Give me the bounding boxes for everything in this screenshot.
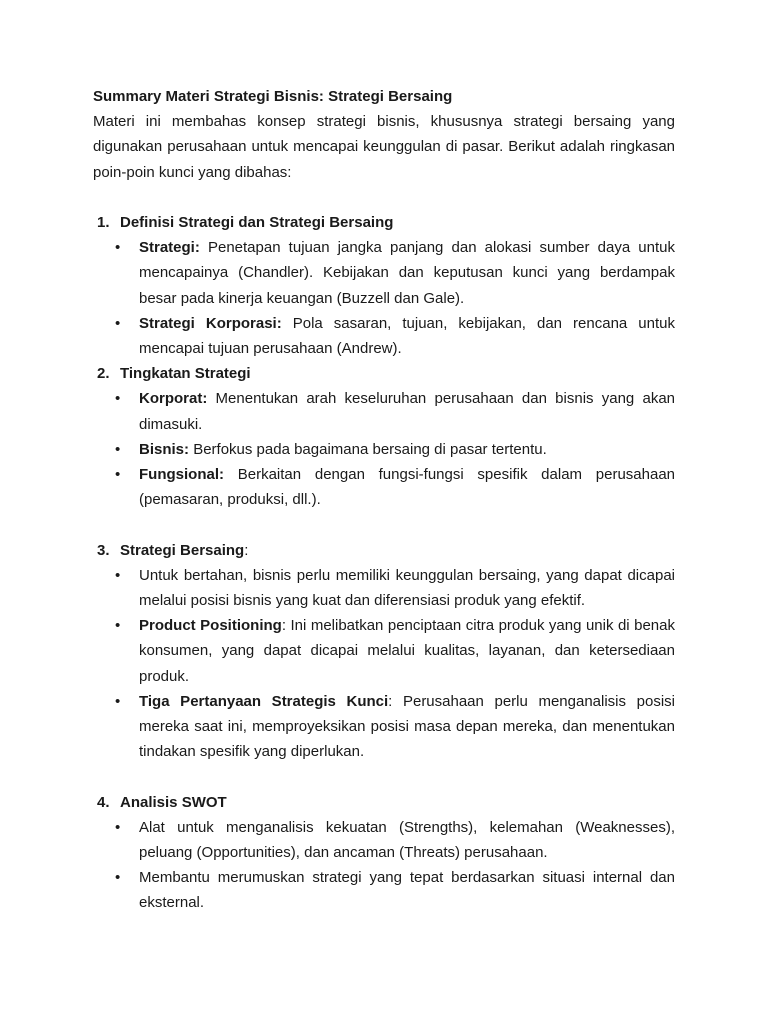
bullet-term: Tiga Pertanyaan Strategis Kunci bbox=[139, 692, 389, 710]
list-item bbox=[93, 563, 675, 613]
bullet-text: Pola sasaran, tujuan, kebijakan, dan rencana untuk mencapai tujuan perusahaan (Andrew). bbox=[139, 314, 675, 358]
bullet-text: Alat untuk menganalisis kekuatan (Strengths), kelemahan (Weaknesses), peluang (Opportunities), dan ancaman (Threats) perusahaan. bbox=[139, 818, 675, 862]
bullet-icon: • bbox=[115, 692, 121, 710]
bullet-list bbox=[93, 563, 675, 765]
bullet-list bbox=[93, 386, 675, 512]
section-2 bbox=[93, 361, 675, 512]
spacer bbox=[93, 185, 675, 210]
bullet-icon: • bbox=[115, 566, 121, 584]
section-4 bbox=[93, 790, 675, 916]
section-heading bbox=[93, 790, 675, 815]
bullet-text: Berfokus pada bagaimana bersaing di pasar tertentu. bbox=[193, 440, 547, 458]
section-3 bbox=[93, 538, 675, 765]
list-item bbox=[93, 613, 675, 689]
list-item bbox=[93, 311, 675, 361]
bullet-text: Membantu merumuskan strategi yang tepat berdasarkan situasi internal dan eksternal. bbox=[139, 869, 675, 912]
document-title: Summary Materi Strategi Bisnis: Strategi Bersaing bbox=[93, 88, 453, 105]
bullet-icon: • bbox=[115, 617, 121, 635]
bullet-term: Product Positioning bbox=[139, 617, 282, 635]
section-1 bbox=[93, 210, 675, 361]
bullet-term: Strategi Korporasi: bbox=[139, 314, 282, 332]
section-number: 3. bbox=[97, 541, 110, 559]
bullet-separator bbox=[207, 390, 215, 407]
list-item bbox=[93, 865, 675, 915]
section-title: Analisis SWOT bbox=[120, 793, 227, 811]
bullet-icon: • bbox=[115, 440, 121, 458]
section-title: Strategi Bersaing bbox=[120, 541, 245, 559]
bullet-icon: • bbox=[115, 869, 121, 887]
bullet-list bbox=[93, 815, 675, 916]
bullet-icon: • bbox=[115, 390, 121, 408]
bullet-term: Strategi: bbox=[139, 239, 200, 257]
bullet-icon: • bbox=[115, 239, 121, 257]
section-title: Tingkatan Strategi bbox=[120, 365, 251, 383]
list-item bbox=[93, 437, 675, 462]
bullet-text: Menentukan arah keseluruhan perusahaan dan bisnis yang akan dimasuki. bbox=[139, 390, 676, 433]
bullet-term: Korporat: bbox=[139, 390, 208, 408]
bullet-text: Perusahaan perlu menganalisis posisi mereka saat ini, memproyeksikan posisi masa depan mereka, dan menentukan tindakan spesifik yang diperlukan. bbox=[139, 692, 675, 761]
bullet-separator bbox=[200, 239, 208, 256]
bullet-icon: • bbox=[115, 314, 121, 332]
bullet-text: Berkaitan dengan fungsi-fungsi spesifik dalam perusahaan (pemasaran, produksi, dll.). bbox=[139, 466, 676, 509]
spacer bbox=[93, 764, 675, 789]
section-heading bbox=[93, 361, 675, 386]
section-number: 4. bbox=[97, 793, 110, 811]
section-title: Definisi Strategi dan Strategi Bersaing bbox=[120, 214, 394, 231]
section-title-suffix: : bbox=[244, 541, 249, 559]
list-item bbox=[93, 462, 675, 512]
intro-paragraph: Materi ini membahas konsep strategi bisnis, khususnya strategi bersaing yang digunakan perusahaan untuk mencapai keunggulan di pasar. Berikut adalah ringkasan poin-poin kunci yang dibahas: bbox=[93, 113, 675, 181]
list-item bbox=[93, 386, 675, 436]
bullet-text: Untuk bertahan, bisnis perlu memiliki keunggulan bersaing, yang dapat dicapai melalui posisi bisnis yang kuat dan diferensiasi produk yang efektif. bbox=[139, 566, 675, 610]
bullet-list bbox=[93, 235, 675, 361]
section-number: 2. bbox=[97, 365, 110, 383]
bullet-text: Penetapan tujuan jangka panjang dan alokasi sumber daya untuk mencapainya (Chandler). Kebijakan dan keputusan kunci yang berdampak besar pada kinerja keuangan (Buzzell dan Gale). bbox=[139, 239, 676, 307]
document-page bbox=[93, 84, 675, 916]
section-heading bbox=[93, 210, 675, 235]
list-item bbox=[93, 689, 675, 765]
bullet-separator: : bbox=[281, 617, 291, 635]
section-number: 1. bbox=[97, 214, 110, 231]
bullet-text: Ini melibatkan penciptaan citra produk yang unik di benak konsumen, yang dapat dicapai melalui kualitas, layanan, dan ketersediaan produk. bbox=[139, 617, 675, 685]
section-heading bbox=[93, 538, 675, 563]
bullet-term: Fungsional: bbox=[139, 466, 224, 484]
spacer bbox=[93, 512, 675, 537]
bullet-term: Bisnis: bbox=[139, 440, 190, 458]
bullet-icon: • bbox=[115, 818, 121, 836]
bullet-icon: • bbox=[115, 466, 121, 484]
list-item bbox=[93, 815, 675, 865]
list-item bbox=[93, 235, 675, 311]
bullet-separator bbox=[224, 466, 238, 483]
bullet-separator: : bbox=[388, 692, 403, 710]
bullet-separator bbox=[282, 315, 293, 332]
